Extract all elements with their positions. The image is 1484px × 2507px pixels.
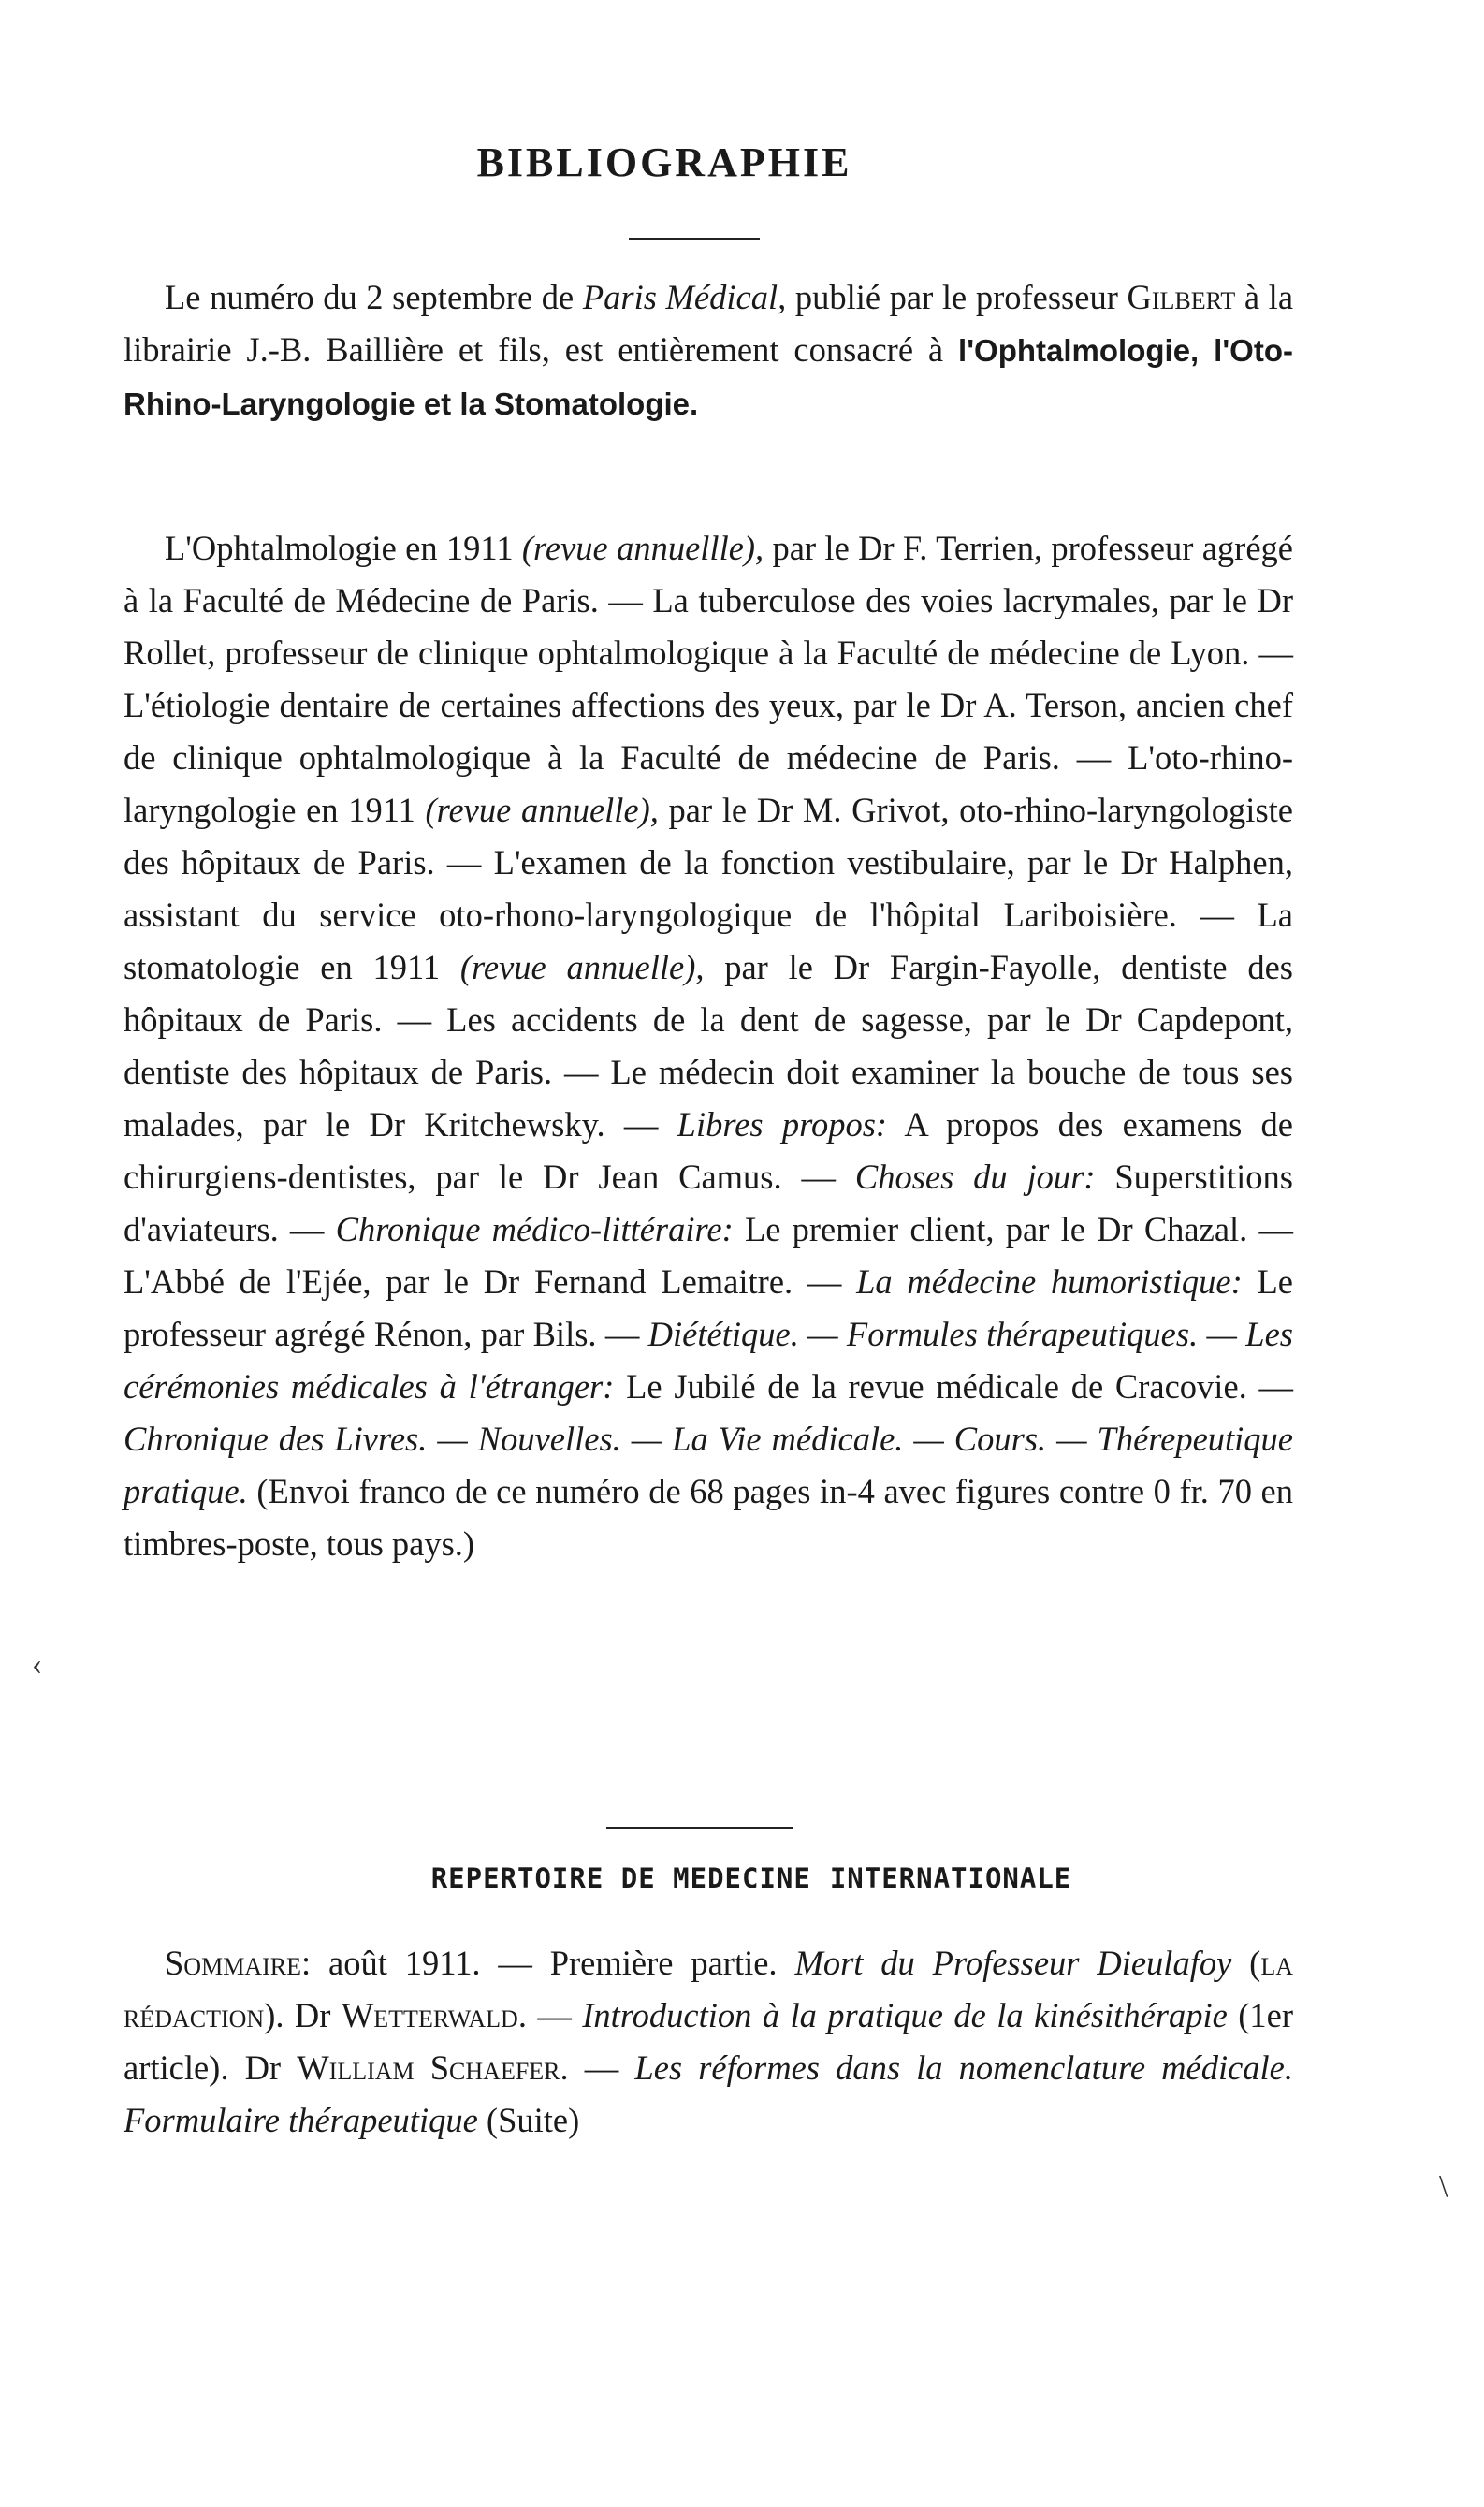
section-divider: [606, 1827, 793, 1829]
left-margin-mark: ‹: [32, 1647, 43, 1682]
intro-text: Le numéro du 2 septembre de Paris Médical, publié par le professeur Gilbert à la librairie J.-B. Baillière et fils, est entièrement consacré à l'Ophtalmologie, l'Oto-Rhino-Laryngologie et la Stomatologie.: [124, 278, 1294, 421]
summary-paragraph: [124, 1937, 1293, 2147]
summary-text: Sommaire: août 1911. — Première partie. Mort du Professeur Dieulafoy (la rédaction). Dr Wetterwald. — Introduction à la pratique de la kinésithérapie (1er article). Dr William Schaefer. — Les réformes dans la nomenclature médicale. Formulaire thérapeutique (Suite): [124, 1944, 1294, 2139]
right-margin-mark: \: [1439, 2169, 1448, 2204]
page-title: BIBLIOGRAPHIE: [476, 139, 852, 185]
title-divider: [629, 238, 760, 240]
section-heading: REPERTOIRE DE MEDECINE INTERNATIONALE: [430, 1862, 1072, 1894]
contents-text: L'Ophtalmologie en 1911 (revue annuellle), par le Dr F. Terrien, professeur agrégé à la Faculté de Médecine de Paris. — La tuberculose des voies lacrymales, par le Dr Rollet, professeur de clinique ophtalmologique à la Faculté de médecine de Lyon. — L'étiologie dentaire de certaines affections des yeux, par le Dr A. Terson, ancien chef de clinique ophtalmologique à la Faculté de médecine de Paris. — L'oto-rhino-laryngologie en 1911 (revue annuelle), par le Dr M. Grivot, oto-rhino-laryngologiste des hôpitaux de Paris. — L'examen de la fonction vestibulaire, par le Dr Halphen, assistant du service oto-rhono-laryngologique de l'hôpital Lariboisière. — La stomatologie en 1911 (revue annuelle), par le Dr Fargin-Fayolle, dentiste des hôpitaux de Paris. — Les accidents de la dent de sagesse, par le Dr Capdepont, dentiste des hôpitaux de Paris. — Le médecin doit examiner la bouche de tous ses malades, par le Dr Kritchewsky. — Libres propos: A propos des examens de chirurgiens-dentistes, par le Dr Jean Camus. — Choses du jour: Superstitions d'aviateurs. — Chronique médico-littéraire: Le premier client, par le Dr Chazal. — L'Abbé de l'Ejée, par le Dr Fernand Lemaitre. — La médecine humoristique: Le professeur agrégé Rénon, par Bils. — Diététique. — Formules thérapeutiques. — Les cérémonies médicales à l'étranger: Le Jubilé de la revue médicale de Cracovie. —Chronique des Livres. — Nouvelles. — La Vie médicale. — Cours. — Thérepeutique pratique. (Envoi franco de ce numéro de 68 pages in-4 avec figures contre 0 fr. 70 en timbres-poste, tous pays.): [124, 529, 1294, 1563]
contents-paragraph: [124, 522, 1293, 1570]
intro-paragraph: [124, 271, 1293, 430]
